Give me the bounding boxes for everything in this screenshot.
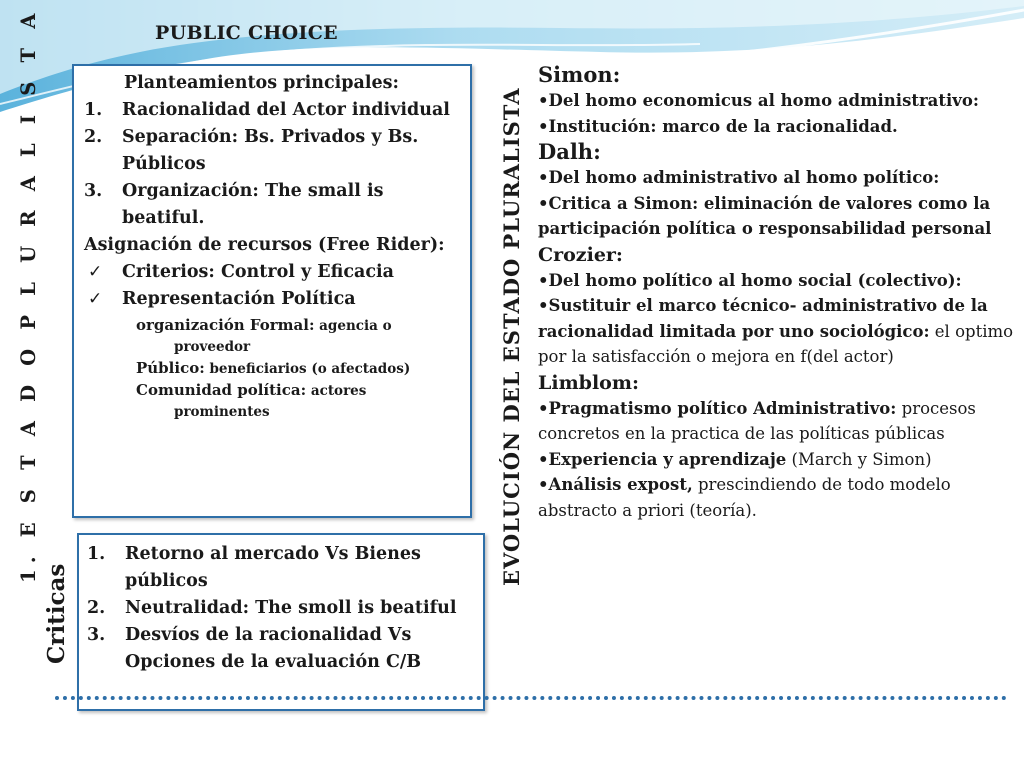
sub-text: actores [306, 383, 367, 399]
list-item [87, 541, 475, 595]
dalh-bullet-1 [538, 165, 1018, 191]
list-item-text: Racionalidad del Actor individual [122, 100, 450, 120]
sub-text: agencia o [314, 318, 392, 334]
list-number: 3. [84, 181, 103, 201]
approaches-list [84, 97, 462, 232]
list-number: 1. [84, 100, 103, 120]
list-item-text: Separación: Bs. Privados y Bs. Públicos [122, 127, 419, 174]
checkmark-icon: ✓ [88, 262, 103, 282]
simon-bullet-2 [538, 114, 1018, 140]
bullet-text-bold: •Análisis expost, [538, 475, 693, 494]
criticisms-list [87, 541, 475, 676]
bullet-text: •Critica a Simon: eliminación de valores como la participación política o responsabilidad personal [538, 193, 992, 238]
bullet-text: prescindiendo de todo modelo abstracto a priori (teoría). [538, 475, 951, 520]
limblom-bullet-1 [538, 396, 1018, 447]
list-number: 3. [87, 625, 106, 645]
main-approaches-box [72, 64, 472, 518]
sub-text-continued: proveedor [174, 339, 251, 355]
list-item-text: Desvíos de la racionalidad Vs Opciones de la evaluación C/B [125, 625, 422, 672]
sub-text-continued: prominentes [174, 404, 270, 420]
dalh-bullet-2 [538, 191, 1018, 242]
list-item [84, 97, 462, 124]
vertical-label-estado-pluralista: 1. E S T A D O P L U R A L I S T A [17, 7, 40, 583]
author-limblom: Limblom: [538, 371, 639, 394]
public-line [84, 358, 462, 380]
list-item [84, 178, 462, 232]
list-item-text: Neutralidad: The smoll is beatiful [125, 598, 457, 618]
formal-organization-line [84, 315, 462, 337]
sub-text: beneficiarios (o afectados) [204, 361, 411, 377]
list-item-text: Retorno al mercado Vs Bienes públicos [125, 544, 421, 591]
resource-allocation-text: Asignación de recursos (Free Rider): [84, 235, 445, 255]
author-simon: Simon: [538, 62, 621, 87]
list-item [84, 124, 462, 178]
bullet-text-bold: •Experiencia y aprendizaje [538, 449, 787, 469]
bullet-text: el optimo por la satisfacción o mejora en f(del actor) [538, 321, 1014, 366]
slide-title: PUBLIC CHOICE [155, 22, 338, 44]
vertical-label-evolucion: EVOLUCIÓN DEL ESTADO PLURALISTA [499, 87, 524, 586]
check-item-text: Criterios: Control y Eficacia [122, 262, 394, 282]
vertical-label-criticas: Criticas [43, 563, 70, 664]
simon-bullet-1 [538, 88, 1018, 114]
criteria-checklist [84, 259, 462, 313]
list-number: 1. [87, 544, 106, 564]
box1-heading: Planteamientos principales: [124, 73, 399, 93]
political-community-line [84, 380, 462, 402]
bullet-text: •Del homo administrativo al homo político: [538, 168, 940, 187]
list-number: 2. [84, 127, 103, 147]
check-item [84, 259, 462, 286]
sub-label: organización Formal: [136, 316, 315, 334]
bullet-text-bold: •Pragmatismo político Administrativo: [538, 398, 897, 418]
crozier-bullet-1 [538, 268, 1018, 294]
crozier-bullet-2 [538, 293, 1018, 370]
author-crozier: Crozier: [538, 243, 623, 266]
bullet-text: (March y Simon) [786, 449, 932, 469]
bullet-text: •Del homo político al homo social (colectivo): [538, 270, 962, 290]
representation-details [84, 315, 462, 423]
author-dalh: Dalh: [538, 139, 601, 164]
dotted-divider [55, 696, 1007, 700]
sub-label: Comunidad política: [136, 381, 307, 399]
check-item [84, 286, 462, 313]
authors-column [538, 62, 1018, 523]
list-item [87, 622, 475, 676]
bullet-text: •Del homo economicus al homo administrativo: [538, 91, 979, 110]
bullet-text-bold: •Sustituir el marco técnico- administrativo de la racionalidad limitada por uno sociológico: [538, 296, 988, 341]
checkmark-icon: ✓ [88, 289, 103, 309]
list-item [87, 595, 475, 622]
bullet-text: •Institución: marco de la racionalidad. [538, 116, 898, 136]
sub-label: Público: [136, 359, 205, 377]
bullet-text: procesos concretos en la practica de las políticas públicas [538, 398, 976, 443]
list-number: 2. [87, 598, 106, 618]
limblom-bullet-3 [538, 472, 1018, 523]
list-item-text: Organización: The small is beatiful. [122, 181, 384, 228]
limblom-bullet-2 [538, 447, 1018, 473]
check-item-text: Representación Política [122, 289, 356, 309]
criticisms-box [77, 533, 485, 711]
